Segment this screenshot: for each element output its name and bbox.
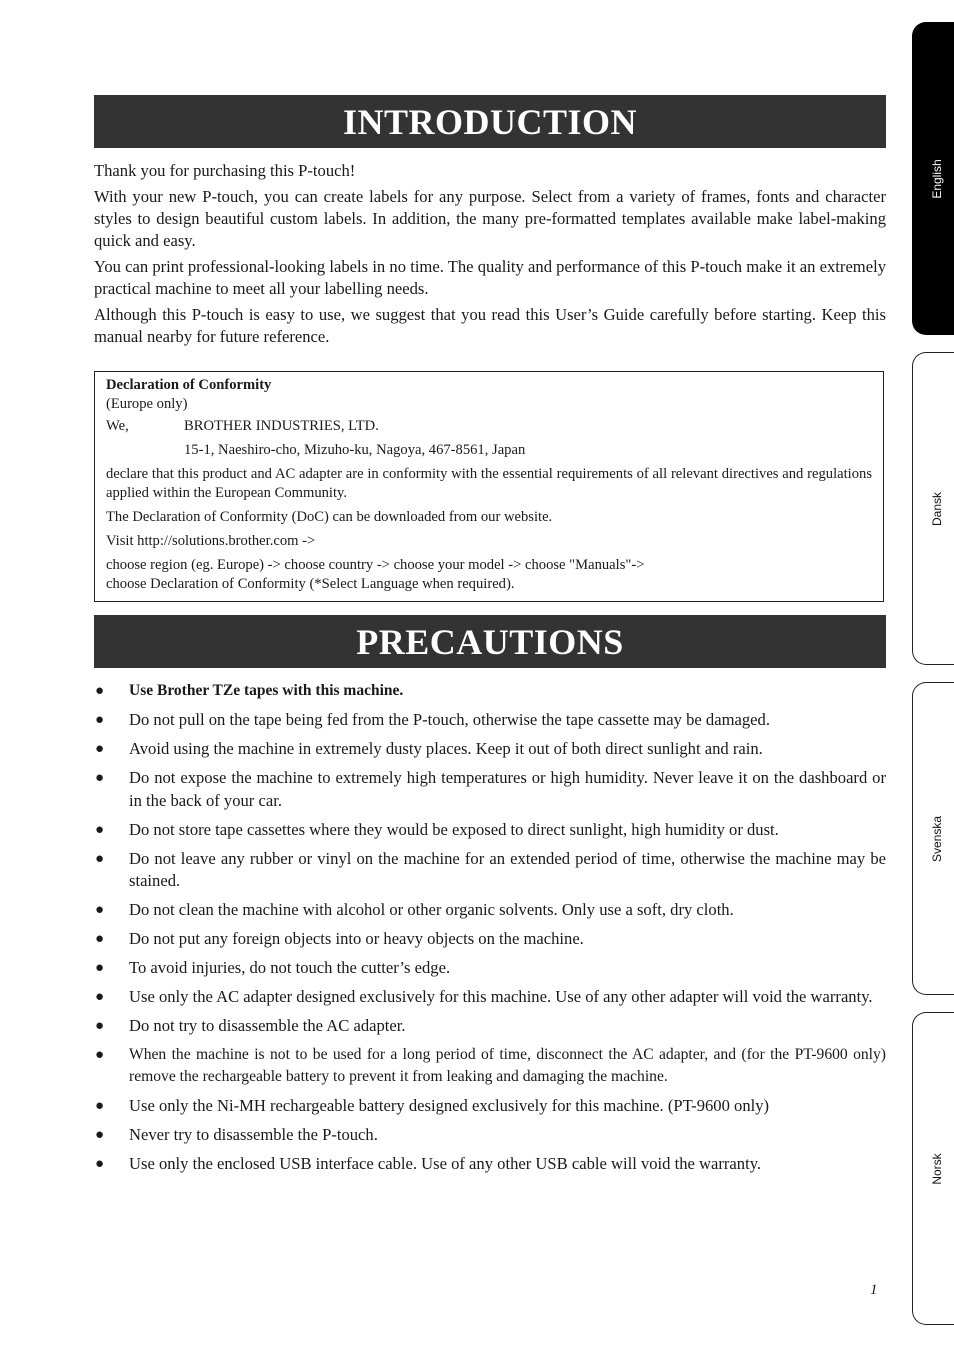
bullet-icon: ● (95, 989, 105, 1005)
declaration-company: BROTHER INDUSTRIES, LTD. (184, 418, 379, 434)
list-item (94, 986, 886, 1009)
tab-english[interactable] (912, 22, 954, 335)
bullet-icon: ● (95, 1047, 105, 1063)
list-item-text: Do not pull on the tape being fed from the P-touch, otherwise the tape cassette may be damaged. (129, 710, 770, 729)
declaration-company-row (106, 417, 872, 436)
list-item-text: Use Brother TZe tapes with this machine. (129, 682, 404, 699)
declaration-we-label: We, (106, 418, 129, 434)
tab-label: Norsk (929, 1152, 944, 1185)
list-item (94, 1124, 886, 1147)
list-item (94, 928, 886, 951)
list-item-text: Do not leave any rubber or vinyl on the machine for an extended period of time, otherwise the machine may be stained. (129, 848, 886, 890)
declaration-steps-1: choose region (eg. Europe) -> choose country -> choose your model -> choose "Manuals"-> (106, 557, 645, 573)
introduction-heading: INTRODUCTION (94, 95, 886, 148)
bullet-icon: ● (95, 712, 105, 728)
tab-label: English (929, 158, 944, 199)
precautions-list (94, 680, 886, 1182)
list-item (94, 680, 886, 703)
declaration-title: Declaration of Conformity (106, 377, 272, 393)
list-item (94, 957, 886, 980)
bullet-icon: ● (95, 741, 105, 757)
precautions-heading: PRECAUTIONS (94, 615, 886, 668)
list-item (94, 899, 886, 922)
bullet-icon: ● (95, 1126, 105, 1143)
tab-dansk[interactable] (912, 352, 954, 665)
list-item (94, 1015, 886, 1038)
bullet-icon: ● (95, 1155, 105, 1172)
declaration-download: The Declaration of Conformity (DoC) can be downloaded from our website. (106, 509, 553, 525)
list-item-text: Do not clean the machine with alcohol or other organic solvents. Only use a soft, dry cloth. (129, 900, 734, 919)
page-number: 1 (870, 1282, 878, 1298)
tab-svenska[interactable] (912, 682, 954, 995)
list-item-text: Use only the AC adapter designed exclusively for this machine. Use of any other adapter will void the warranty. (129, 987, 873, 1006)
list-item-text: Avoid using the machine in extremely dusty places. Keep it out of both direct sunlight and rain. (129, 739, 763, 758)
declaration-box (94, 371, 884, 602)
bullet-icon: ● (95, 821, 105, 838)
bullet-icon: ● (95, 1097, 105, 1114)
bullet-icon: ● (95, 902, 105, 918)
tab-label: Svenska (929, 815, 944, 862)
list-item-text: To avoid injuries, do not touch the cutter’s edge. (129, 958, 451, 977)
list-item-text: Never try to disassemble the P-touch. (129, 1124, 378, 1144)
declaration-address-row (106, 441, 872, 460)
declaration-address: 15-1, Naeshiro-cho, Mizuho-ku, Nagoya, 467-8561, Japan (184, 442, 526, 458)
list-item-text: When the machine is not to be used for a long period of time, disconnect the AC adapter, and (for the PT-9600 only) remove the rechargeable battery to prevent it from leaking and damaging the machine. (129, 1046, 886, 1085)
declaration-statement: declare that this product and AC adapter are in conformity with the essential requirements of all relevant directives and regulations applied within the European Community. (106, 466, 872, 501)
bullet-icon: ● (95, 683, 105, 699)
list-item (94, 709, 886, 732)
list-item (94, 848, 886, 893)
intro-paragraph: Thank you for purchasing this P-touch! (94, 161, 356, 180)
list-item-text: Use only the enclosed USB interface cable. Use of any other USB cable will void the warranty. (129, 1153, 762, 1173)
list-item (94, 1153, 886, 1176)
introduction-text (94, 160, 886, 352)
list-item-text: Do not store tape cassettes where they would be exposed to direct sunlight, high humidity or dust. (129, 819, 779, 839)
bullet-icon: ● (95, 931, 105, 947)
bullet-icon: ● (95, 1018, 105, 1034)
declaration-steps-2: choose Declaration of Conformity (*Select Language when required). (106, 576, 515, 592)
intro-paragraph: You can print professional-looking labels in no time. The quality and performance of this P-touch make it an extremely practical machine to meet all your labelling needs. (94, 257, 886, 298)
list-item (94, 1095, 886, 1118)
declaration-visit[interactable]: Visit http://solutions.brother.com -> (106, 533, 316, 549)
intro-paragraph: With your new P-touch, you can create labels for any purpose. Select from a variety of frames, fonts and character styles to design beautiful custom labels. In addition, the many pre-formatted templates available make label-making quick and easy. (94, 187, 886, 250)
declaration-subtitle: (Europe only) (106, 396, 188, 412)
list-item (94, 819, 886, 842)
bullet-icon: ● (95, 960, 105, 976)
list-item-text: Do not try to disassemble the AC adapter. (129, 1016, 406, 1035)
tab-norsk[interactable] (912, 1012, 954, 1325)
bullet-icon: ● (95, 770, 105, 786)
list-item-text: Do not put any foreign objects into or heavy objects on the machine. (129, 929, 584, 948)
list-item-text: Do not expose the machine to extremely high temperatures or high humidity. Never leave it on the dashboard or in the back of your car. (129, 768, 886, 810)
bullet-icon: ● (95, 850, 105, 867)
intro-paragraph: Although this P-touch is easy to use, we suggest that you read this User’s Guide carefully before starting. Keep this manual nearby for future reference. (94, 305, 886, 346)
list-item (94, 767, 886, 812)
tab-label: Dansk (929, 491, 944, 526)
list-item-text: Use only the Ni-MH rechargeable battery designed exclusively for this machine. (PT-9600 only) (129, 1095, 770, 1115)
list-item (94, 1044, 886, 1088)
list-item (94, 738, 886, 761)
